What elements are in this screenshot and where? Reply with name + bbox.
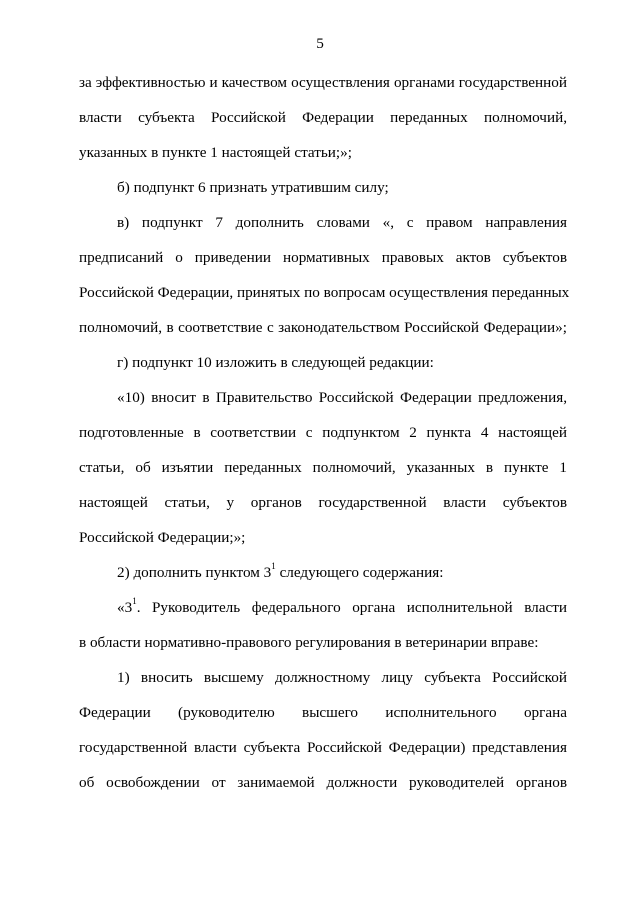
text-segment: 2) дополнить пунктом 3 [117,564,272,581]
text-line: статьи, об изъятии переданных полномочий, указанных в пункте 1 [79,459,567,476]
text-line: предписаний о приведении нормативных правовых актов субъектов [79,249,567,266]
text-line: «10) вносит в Правительство Российской Федерации предложения, [117,389,567,406]
text-line: полномочий, в соответствие с законодательством Российской Федерации»; [79,319,567,336]
text-segment: следующего содержания: [275,564,444,581]
superscript: 1 [132,595,137,606]
text-line: об освобождении от занимаемой должности руководителей органов [79,774,567,791]
text-segment: . Руководитель федерального органа исполнительной власти [136,599,567,616]
text-line: Федерации (руководителю высшего исполнительного органа [79,704,567,721]
text-line: подготовленные в соответствии с подпунктом 2 пункта 4 настоящей [79,424,567,441]
text-line: Российской Федерации;»; [79,529,246,546]
text-line: настоящей статьи, у органов государственной власти субъектов [79,494,567,511]
page-number: 5 [316,35,324,52]
text-line [79,560,567,583]
superscript: 1 [271,560,276,571]
text-line: в области нормативно-правового регулирования в ветеринарии вправе: [79,634,539,651]
text-line: за эффективностью и качеством осуществления органами государственной [79,74,567,91]
text-line: указанных в пункте 1 настоящей статьи;»; [79,144,352,161]
text-line: власти субъекта Российской Федерации переданных полномочий, [79,109,567,126]
text-segment: «3 [117,599,133,616]
text-line: в) подпункт 7 дополнить словами «, с правом направления [117,214,567,231]
text-line: государственной власти субъекта Российской Федерации) представления [79,739,567,756]
text-line: б) подпункт 6 признать утратившим силу; [117,179,389,196]
text-line [79,595,567,618]
text-line: г) подпункт 10 изложить в следующей редакции: [117,354,434,371]
text-line: 1) вносить высшему должностному лицу субъекта Российской [117,669,567,686]
text-line: Российской Федерации, принятых по вопросам осуществления переданных [79,284,570,301]
